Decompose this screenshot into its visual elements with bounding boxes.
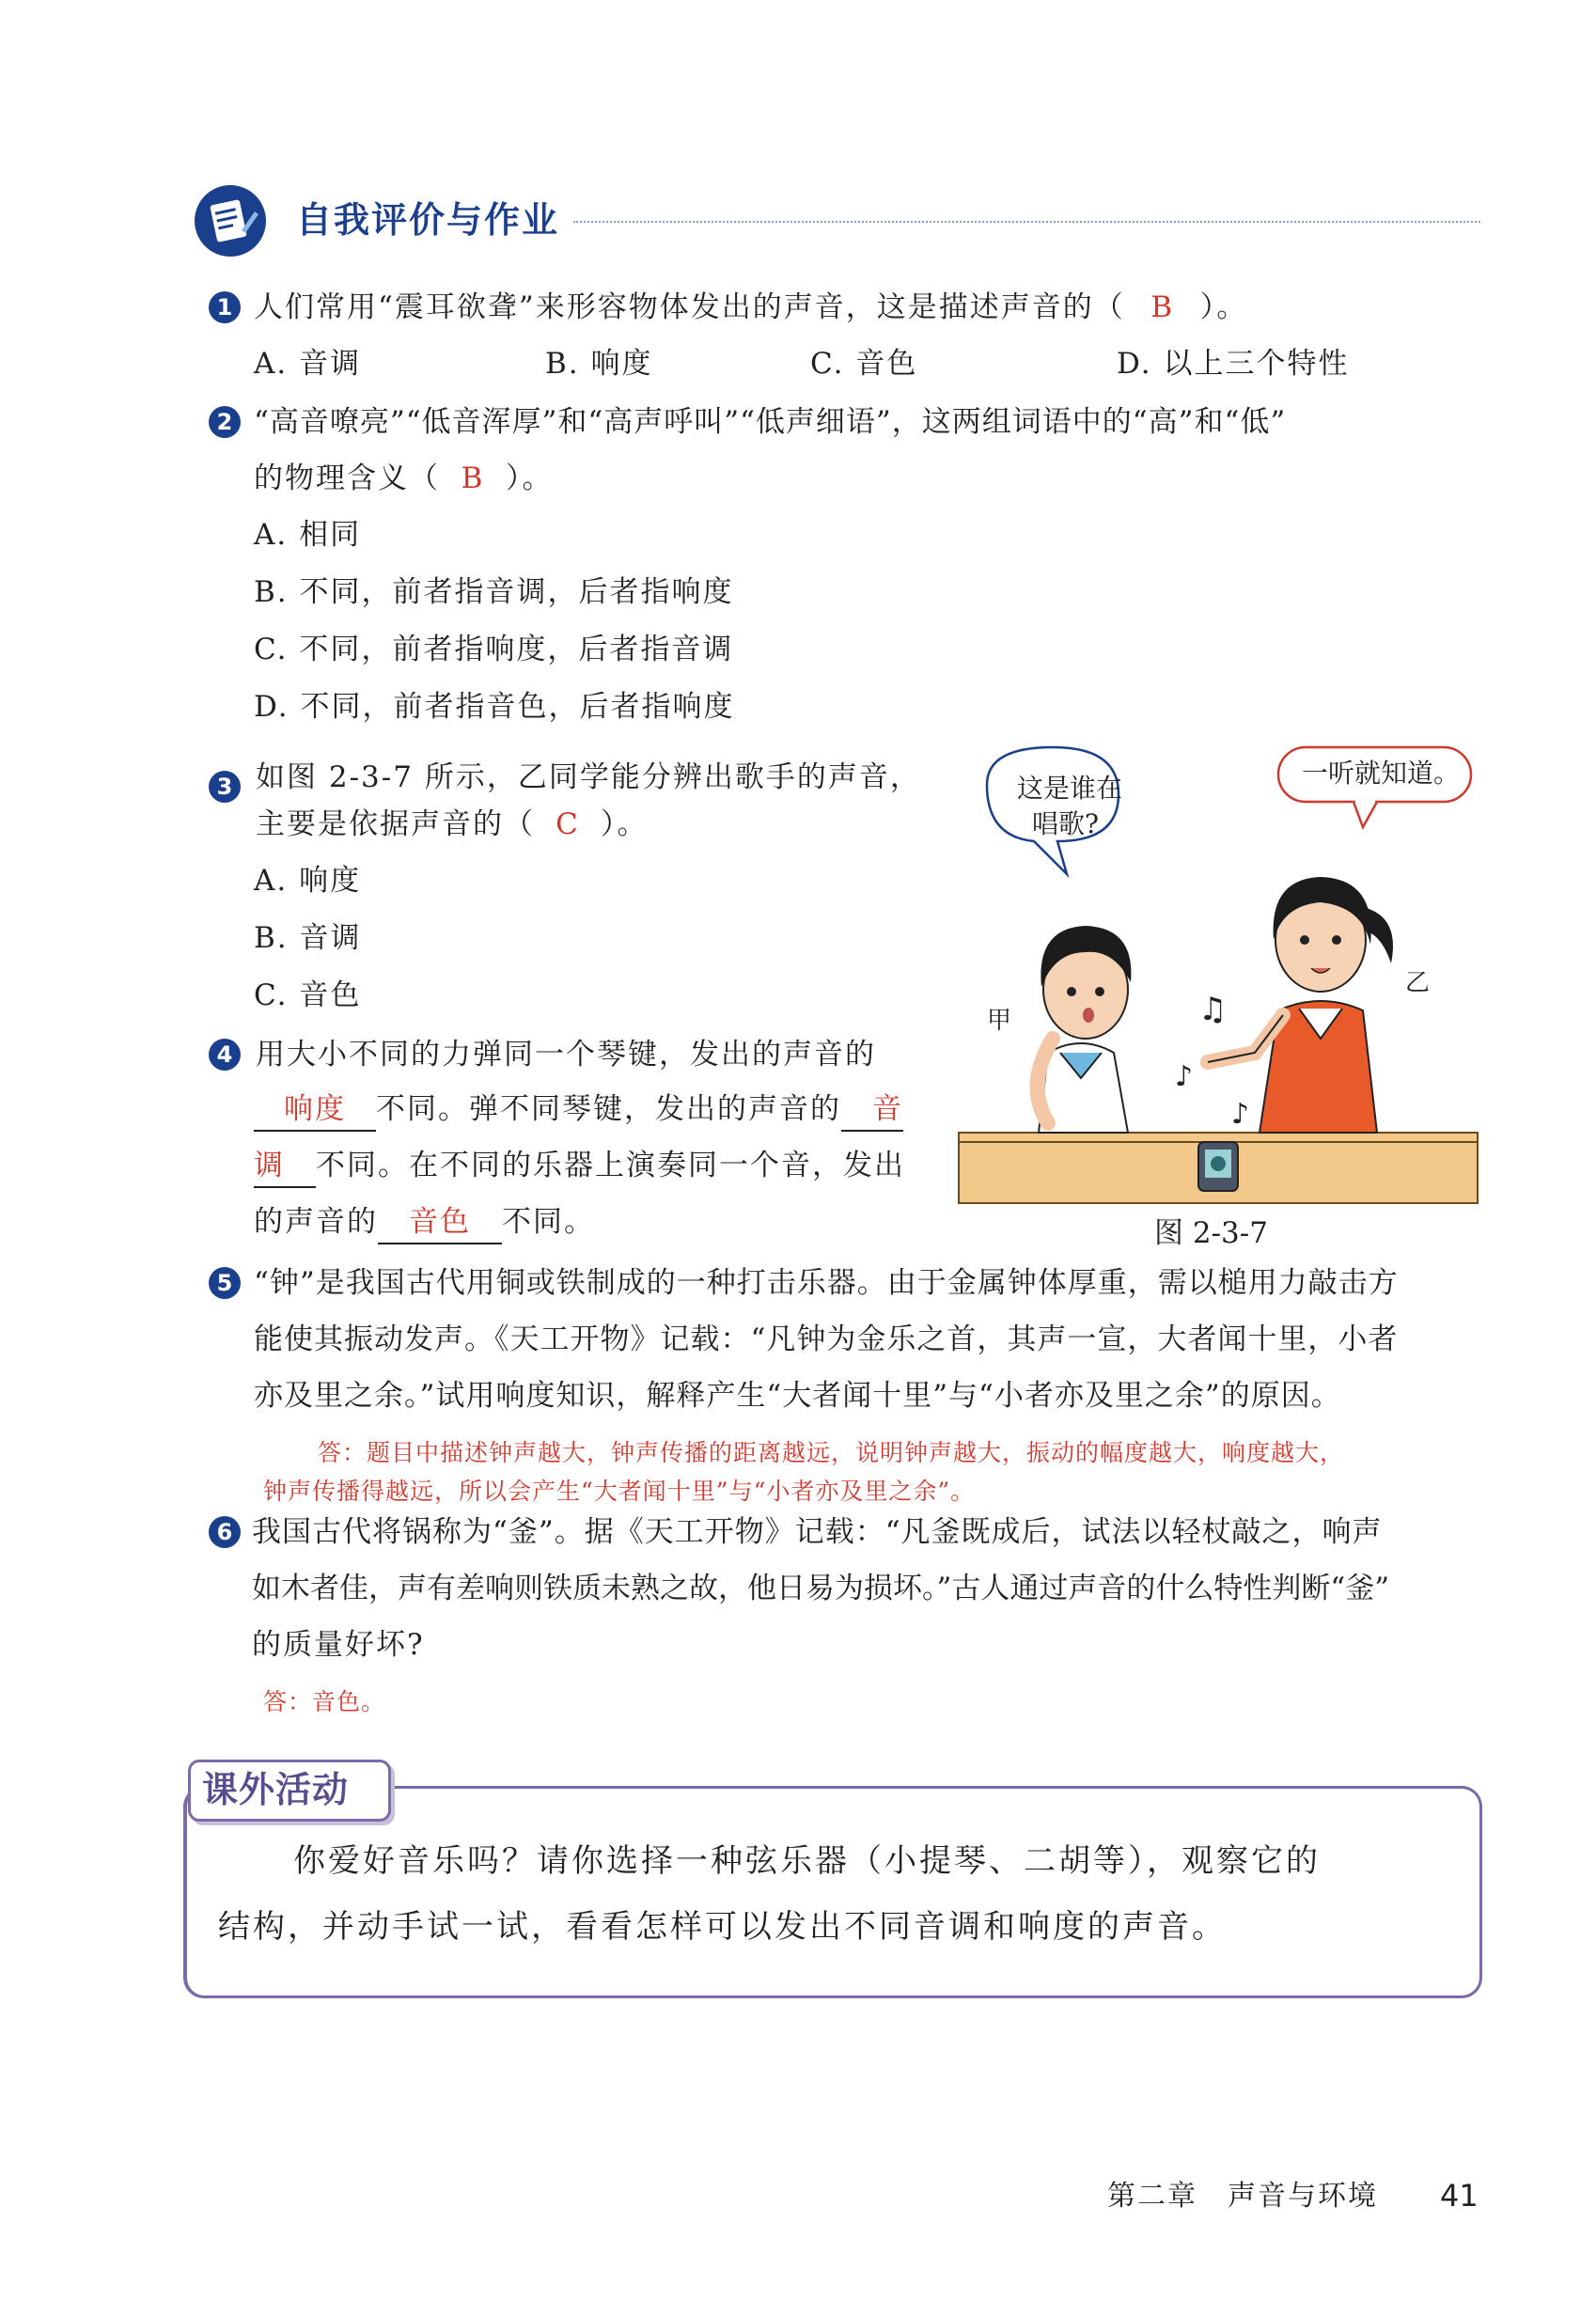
figure-caption: 图 2-3-7 (1154, 1216, 1268, 1250)
question-2-line-2-text: 的物理含义（ (254, 462, 440, 495)
question-4-line-4 (254, 1201, 595, 1244)
question-4-blank-2-end: 调 (254, 1145, 316, 1188)
question-6-number: 6 (209, 1516, 241, 1548)
question-3-line-2-end: ）。 (601, 807, 649, 841)
question-2-option-d: D. 不同，前者指音色，后者指响度 (254, 690, 735, 724)
question-4-line-3 (254, 1145, 905, 1188)
question-4-line-1: 用大小不同的力弹同一个琴键，发出的声音的 (256, 1038, 876, 1072)
bubble-left-line-2: 唱歌? (1032, 808, 1100, 839)
question-2-option-a: A. 相同 (254, 518, 362, 552)
figure-2-3-7 (949, 728, 1485, 1217)
question-4-blank-1: 响度 (254, 1088, 376, 1132)
question-5-line-2: 能使其振动发声。《天工开物》记载：“凡钟为金乐之首，其声一宣，大者闻十里，小者 (254, 1322, 1399, 1356)
question-1-option-c: C. 音色 (810, 347, 918, 381)
question-3-answer: C (555, 807, 580, 841)
question-5-line-3: 亦及里之余。”试用响度知识，解释产生“大者闻十里”与“小者亦及里之余”的原因。 (254, 1379, 1341, 1413)
label-jia: 甲 (987, 1007, 1012, 1035)
question-1-answer: B (1150, 290, 1175, 324)
section-title: 自我评价与作业 (296, 199, 560, 241)
activity-title: 课外活动 (202, 1769, 350, 1810)
question-2-line-2-end: ）。 (506, 462, 554, 495)
question-2-line-1: “高音嘹亮”“低音浑厚”和“高声呼叫”“低声细语”，这两组词语中的“高”和“低” (254, 405, 1287, 439)
notebook-icon (193, 183, 270, 258)
question-1-option-d: D. 以上三个特性 (1117, 347, 1350, 381)
question-4-line-2-text: 不同。弹不同琴键，发出的声音的 (376, 1092, 841, 1126)
question-1-option-a: A. 音调 (254, 347, 362, 381)
question-1-stem-end: ）。 (1199, 290, 1248, 324)
question-3-option-a: A. 响度 (254, 864, 362, 898)
question-5-line-1: “钟”是我国古代用铜或铁制成的一种打击乐器。由于金属钟体厚重，需以槌用力敲击方 (254, 1266, 1399, 1300)
question-4-number: 4 (209, 1039, 241, 1071)
question-6-line-2: 如木者佳，声有差响则铁质未熟之故，他日易为损坏。”古人通过声音的什么特性判断“釜” (252, 1572, 1390, 1605)
question-1-stem (254, 287, 1247, 328)
question-2-answer: B (461, 462, 485, 495)
label-yi: 乙 (1405, 969, 1431, 997)
question-4-line-2 (254, 1088, 903, 1132)
section-header (193, 183, 1480, 258)
question-2-number: 2 (209, 406, 241, 438)
question-5-answer-line-1: 答：题目中描述钟声越大，钟声传播的距离越远，说明钟声越大，振动的幅度越大，响度越大， (318, 1439, 1345, 1466)
question-4-blank-2-start: 音 (841, 1088, 903, 1132)
question-3-line-2-text: 主要是依据声音的（ (256, 807, 535, 841)
question-6-line-3: 的质量好坏? (252, 1628, 425, 1662)
question-3-option-c: C. 音色 (254, 978, 362, 1012)
activity-line-2: 结构，并动手试一试，看看怎样可以发出不同音调和响度的声音。 (218, 1908, 1227, 1946)
activity-title-tab (188, 1760, 391, 1822)
question-4-line-4-text: 的声音的 (254, 1205, 378, 1239)
question-6-answer: 答：音色。 (263, 1688, 386, 1715)
bubble-right-text: 一听就知道。 (1302, 758, 1461, 789)
question-5-number: 5 (209, 1267, 241, 1299)
question-4-blank-3: 音色 (378, 1201, 502, 1244)
question-1-stem-text: 人们常用“震耳欲聋”来形容物体发出的声音，这是描述声音的（ (254, 290, 1125, 324)
bubble-left-line-1: 这是谁在 (1017, 773, 1123, 804)
svg-text:♪: ♪ (1175, 1060, 1194, 1093)
question-4-line-4-end: 不同。 (502, 1205, 595, 1239)
svg-text:♫: ♫ (1198, 991, 1228, 1028)
question-5-answer-line-2: 钟声传播得越远，所以会产生“大者闻十里”与“小者亦及里之余”。 (263, 1478, 976, 1505)
question-1-number: 1 (209, 291, 241, 323)
page-number: 41 (1440, 2178, 1479, 2214)
question-1-option-b: B. 响度 (545, 347, 653, 381)
svg-text:♪: ♪ (1231, 1098, 1250, 1131)
footer-chapter: 第二章 声音与环境 (1107, 2180, 1378, 2213)
activity-line-1: 你爱好音乐吗？请你选择一种弦乐器（小提琴、二胡等），观察它的 (293, 1842, 1321, 1880)
question-2-line-2 (254, 458, 554, 499)
question-2-option-c: C. 不同，前者指响度，后者指音调 (254, 633, 734, 666)
question-4-line-3-text: 不同。在不同的乐器上演奏同一个音，发出 (316, 1149, 905, 1182)
question-3-option-b: B. 音调 (254, 921, 362, 955)
header-dotted-rule (573, 221, 1480, 223)
question-3-line-2 (256, 804, 649, 845)
question-3-number: 3 (209, 771, 241, 803)
question-6-line-1: 我国古代将锅称为“釜”。据《天工开物》记载：“凡釜既成后，试法以轻杖敲之，响声 (252, 1515, 1383, 1549)
question-3-line-1: 如图 2-3-7 所示，乙同学能分辨出歌手的声音， (256, 760, 921, 794)
question-2-option-b: B. 不同，前者指音调，后者指响度 (254, 575, 734, 609)
